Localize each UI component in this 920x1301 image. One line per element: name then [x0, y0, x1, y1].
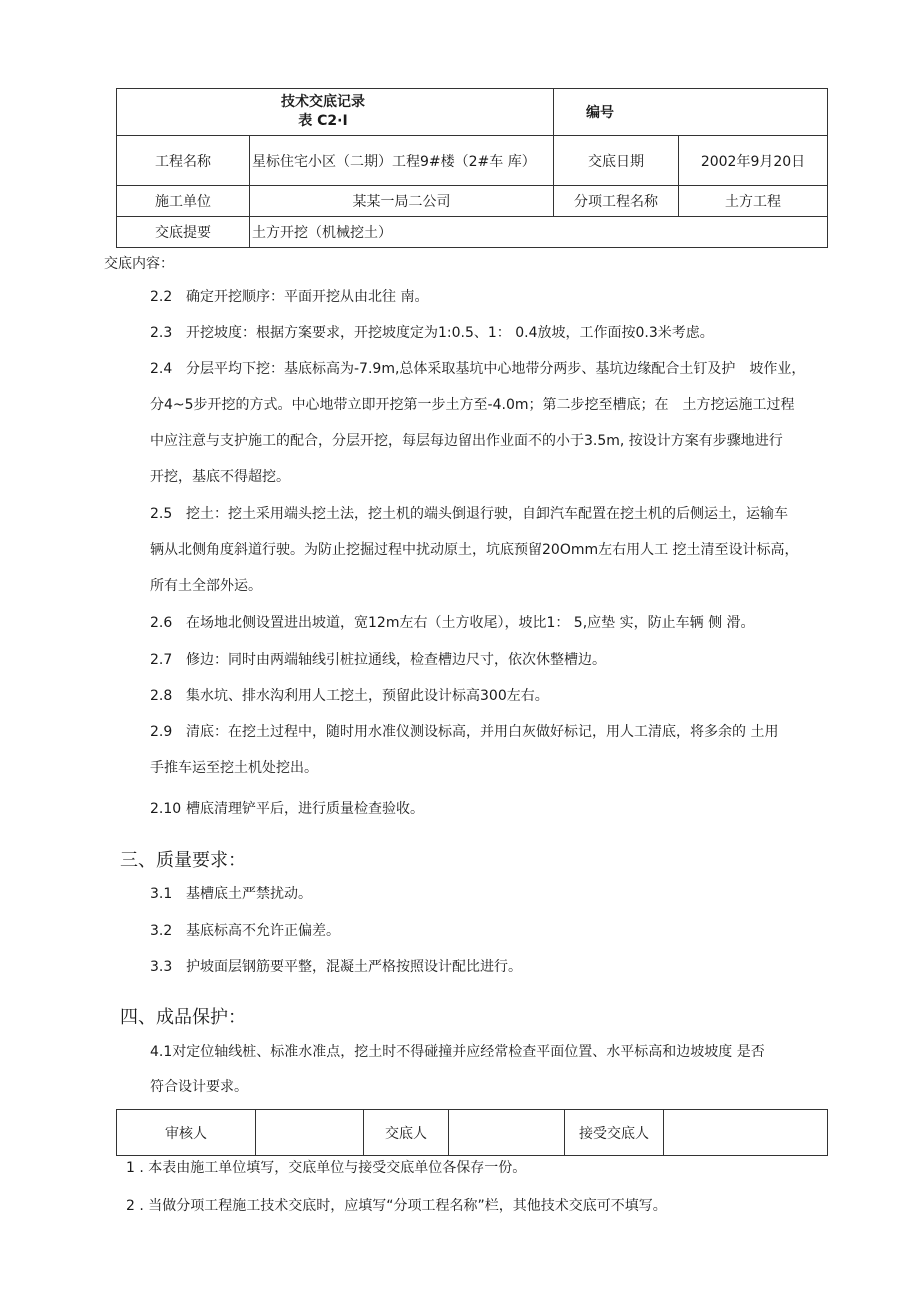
item-text: 基底标高不允许正偏差。: [186, 923, 340, 939]
item-number: 2.8: [150, 688, 173, 704]
item-4-1: 4.1对定位轴线桩、标准水准点，挖土时不得碰撞并应经常检查平面位置、水平标高和边坡坡度 是否: [150, 1044, 765, 1060]
number-label: 编号: [586, 105, 614, 121]
item-number: 3.2: [150, 923, 173, 939]
date-value: 2002年9月20日: [679, 136, 828, 186]
header-table: [116, 88, 828, 248]
summary-value: 土方开挖（机械挖土）: [250, 217, 828, 248]
item-number: 2.9: [150, 724, 173, 740]
item-text: 确定开挖顺序：平面开挖从由北往 南。: [186, 289, 429, 305]
item-text: 集水坑、排水沟利用人工挖土，预留此设计标高300左右。: [186, 688, 549, 704]
project-value: 星标住宅小区（二期）工程9#楼（2#车 库）: [250, 136, 554, 186]
item-text: 修边：同时由两端轴线引桩拉通线，检查槽边尺寸，依次休整槽边。: [186, 652, 606, 668]
item-number: 3.3: [150, 959, 173, 975]
item-2-9-line2: 手推车运至挖土机处挖出。: [150, 760, 318, 776]
form-code: 表 C2·I: [298, 113, 348, 129]
presenter-label: 交底人: [364, 1110, 449, 1156]
form-title: 技术交底记录: [281, 94, 365, 110]
summary-label: 交底提要: [117, 217, 250, 248]
item-2-4-line2: 分4~5步开挖的方式。中心地带立即开挖第一步土方至-4.0m；第二步挖至槽底；在 土方挖运施工过程: [150, 397, 795, 413]
item-text: 挖土：挖土采用端头挖土法，挖土机的端头倒退行驶，自卸汽车配置在挖土机的后侧运土，运输车: [186, 506, 788, 522]
item-3-3: [150, 957, 522, 977]
item-2-5-line2: 辆从北侧角度斜道行驶。为防止挖掘过程中扰动原土，坑底预留20Omm左右用人工 挖土清至设计标高，: [150, 542, 799, 558]
item-number: 2.10: [150, 801, 182, 817]
section-4-heading: 四、成品保护：: [120, 1007, 246, 1028]
item-2-6: [150, 613, 755, 633]
item-2-4-line4: 开挖，基底不得超挖。: [150, 469, 290, 485]
note-text: . 本表由施工单位填写，交底单位与接受交底单位各保存一份。: [139, 1160, 527, 1176]
item-text: 在场地北侧设置进出坡道，宽12m左右（土方收尾），坡比1： 5,应垫 实，防止车辆 侧 滑。: [186, 615, 755, 631]
item-2-8: [150, 686, 549, 706]
note-text: . 当做分项工程施工技术交底时，应填写“分项工程名称”栏，其他技术交底可不填写。: [139, 1198, 667, 1214]
reviewer-signature[interactable]: [256, 1110, 364, 1156]
item-3-2: [150, 921, 340, 941]
reviewer-label: 审核人: [117, 1110, 256, 1156]
item-2-4: [150, 359, 805, 379]
item-2-2: [150, 287, 428, 307]
item-text: 槽底清理铲平后，进行质量检查验收。: [186, 801, 424, 817]
presenter-signature[interactable]: [449, 1110, 565, 1156]
item-text: 护坡面层钢筋要平整，混凝土严格按照设计配比进行。: [186, 959, 522, 975]
receiver-signature[interactable]: [664, 1110, 828, 1156]
item-2-9: [150, 722, 778, 742]
item-number: 2.3: [150, 325, 173, 341]
note-number: 2: [126, 1198, 135, 1214]
item-text: 分层平均下挖：基底标高为-7.9m,总体采取基坑中心地带分两步、基坑边缘配合土钉及护 坡作业，: [186, 361, 806, 377]
item-2-7: [150, 650, 606, 670]
item-2-4-line3: 中应注意与支护施工的配合，分层开挖，每层每边留出作业面不的小于3.5m, 按设计方案有步骤地进行: [150, 433, 783, 449]
item-2-5-line3: 所有土全部外运。: [150, 578, 262, 594]
number-cell: [554, 89, 828, 136]
item-number: 2.7: [150, 652, 173, 668]
item-2-3: [150, 323, 714, 343]
subitem-label: 分项工程名称: [554, 186, 679, 217]
note-number: 1: [126, 1160, 135, 1176]
signoff-table: [116, 1109, 828, 1156]
project-label: 工程名称: [117, 136, 250, 186]
date-label: 交底日期: [554, 136, 679, 186]
section-3-heading: 三、质量要求：: [120, 850, 246, 871]
item-4-1-line2: 符合设计要求。: [150, 1079, 248, 1095]
item-number: 2.5: [150, 506, 173, 522]
item-text: 清底：在挖土过程中，随时用水准仪测设标高，并用白灰做好标记，用人工清底，将多余的 土用: [186, 724, 779, 740]
subitem-value: 土方工程: [679, 186, 828, 217]
form-title-cell: [117, 89, 554, 136]
item-number: 2.6: [150, 615, 173, 631]
item-2-10: [150, 799, 424, 819]
unit-value: 某某一局二公司: [250, 186, 554, 217]
unit-label: 施工单位: [117, 186, 250, 217]
receiver-label: 接受交底人: [565, 1110, 664, 1156]
item-number: 3.1: [150, 886, 173, 902]
item-2-5: [150, 504, 788, 524]
item-text: 基槽底土严禁扰动。: [186, 886, 312, 902]
item-number: 2.4: [150, 361, 173, 377]
item-3-1: [150, 884, 312, 904]
content-label: 交底内容：: [104, 256, 174, 272]
item-number: 2.2: [150, 289, 173, 305]
note-1: [126, 1158, 526, 1178]
note-2: [126, 1196, 667, 1216]
item-text: 开挖坡度：根据方案要求，开挖坡度定为1:0.5、1： 0.4放坡，工作面按0.3米考虑。: [186, 325, 714, 341]
